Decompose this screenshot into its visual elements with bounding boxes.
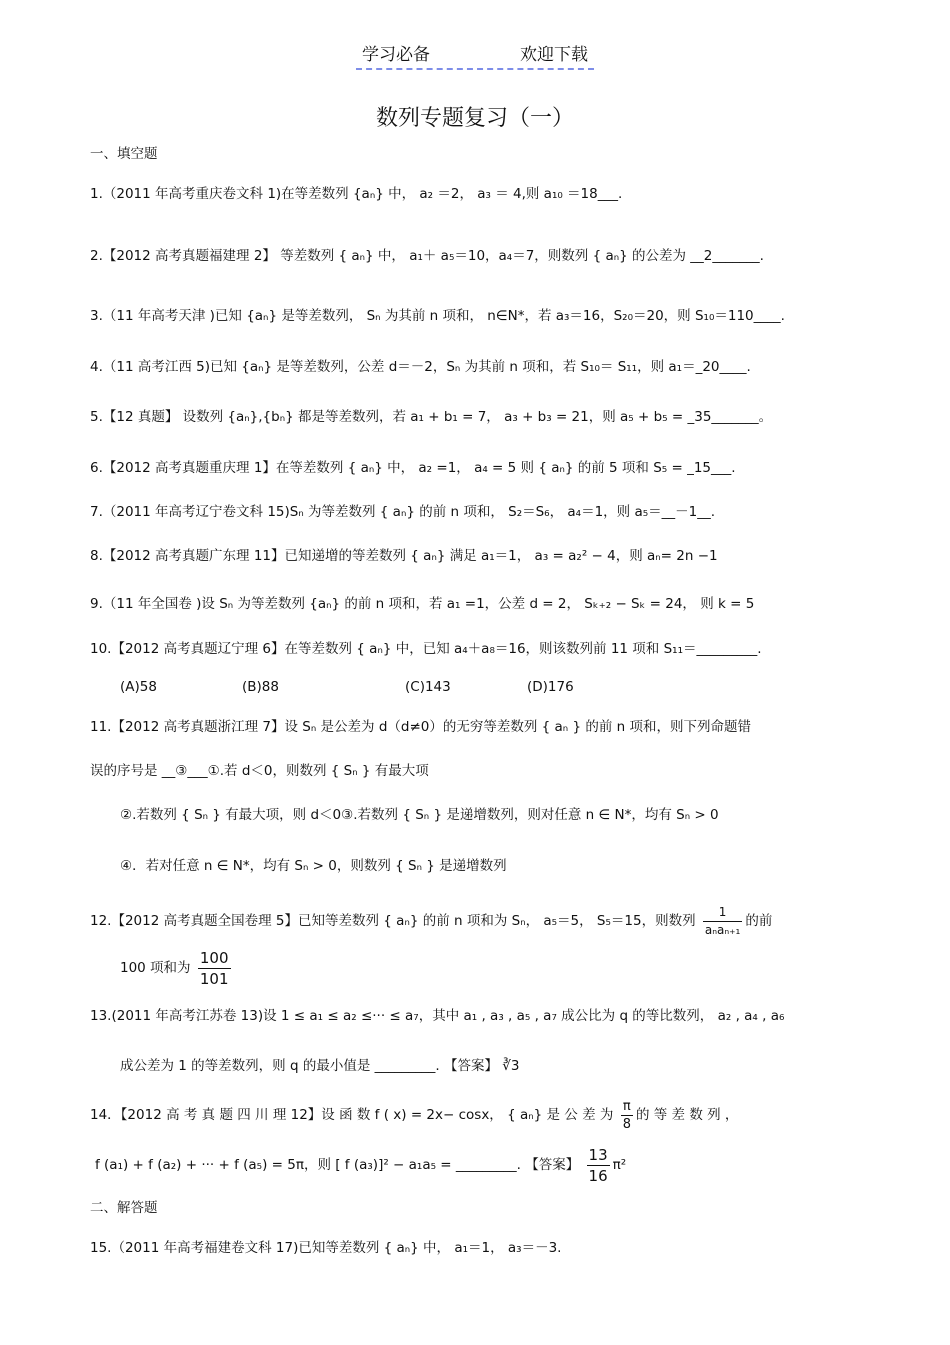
q12-line2-text: 100 项和为 (120, 960, 191, 976)
question-1: 1.（2011 年高考重庆卷文科 1)在等差数列 {aₙ} 中， a₂ ＝2， a₃ ＝ 4,则 a₁₀ ＝18___. (90, 186, 623, 202)
q14-answer-den: 16 (588, 1166, 608, 1185)
header-banner (356, 40, 594, 70)
question-6: 6.【2012 高考真题重庆理 1】在等差数列 { aₙ} 中， a₂ =1， a₄ = 5 则 { aₙ} 的前 5 项和 S₅ = _15___. (90, 460, 736, 476)
question-14-line1 (90, 1094, 738, 1136)
question-5: 5.【12 真题】 设数列 {aₙ},{bₙ} 都是等差数列，若 a₁ + b₁ = 7， a₃ + b₃ = 21，则 a₅ + b₅ = _35_______。 (90, 409, 773, 425)
question-2: 2.【2012 高考真题福建理 2】 等差数列 { aₙ} 中， a₁＋ a₅＝10，a₄＝7，则数列 { aₙ} 的公差为 __2_______. (90, 248, 764, 264)
question-13-line1: 13.(2011 年高考江苏卷 13)设 1 ≤ a₁ ≤ a₂ ≤··· ≤ a₇，其中 a₁ , a₃ , a₅ , a₇ 成公比为 q 的等比数列， a₂ , a₄ , a₆ (90, 1008, 785, 1024)
section-solutions: 二、解答题 (90, 1200, 158, 1216)
question-10-options (120, 677, 574, 697)
question-11-line2: 误的序号是 __③___①.若 d＜0，则数列 { Sₙ } 有最大项 (90, 763, 429, 779)
question-10: 10.【2012 高考真题辽宁理 6】在等差数列 { aₙ} 中，已知 a₄＋a₈＝16，则该数列前 11 项和 S₁₁＝_________. (90, 641, 762, 657)
header-right: 欢迎下载 (520, 45, 588, 65)
q12-frac-den: aₙaₙ₊₁ (704, 922, 741, 937)
question-12-text: 12.【2012 高考真题全国卷理 5】已知等差数列 { aₙ} 的前 n 项和为 Sₙ， a₅＝5， S₅＝15，则数列 (90, 913, 696, 929)
q14-answer-tail: π² (612, 1157, 627, 1173)
page-title: 数列专题复习（一） (375, 106, 574, 131)
option-d: (D)176 (527, 679, 574, 695)
question-15: 15.（2011 年高考福建卷文科 17)已知等差数列 { aₙ} 中， a₁＝1， a₃＝－3. (90, 1240, 562, 1256)
q14-answer-num: 13 (588, 1145, 608, 1164)
q14-frac-num: π (621, 1098, 633, 1116)
q14-frac-den: 8 (622, 1116, 631, 1132)
option-c: (C)143 (405, 679, 451, 695)
q14-fraction (621, 1098, 633, 1133)
question-12-line2 (120, 945, 234, 991)
header-left: 学习必备 (362, 45, 430, 65)
q12-tail: 的前 (745, 913, 773, 929)
question-12-line1 (90, 900, 772, 942)
question-3: 3.（11 年高考天津 )已知 {aₙ} 是等差数列， Sₙ 为其前 n 项和， n∈N*，若 a₃＝16，S₂₀＝20，则 S₁₀＝110____. (90, 308, 785, 324)
q12-fraction (703, 904, 742, 939)
q12-frac-num: 1 (703, 904, 742, 922)
q12-answer-fraction (198, 948, 231, 989)
question-11-line1: 11.【2012 高考真题浙江理 7】设 Sₙ 是公差为 d（d≠0）的无穷等差数列 { aₙ } 的前 n 项和，则下列命题错 (90, 719, 751, 735)
question-11-line4: ④．若对任意 n ∈ N*，均有 Sₙ > 0，则数列 { Sₙ } 是递增数列 (120, 858, 507, 874)
q14-text: 14．【2012 高 考 真 题 四 川 理 12】设 函 数 f ( x) = 2x− cosx， { aₙ} 是 公 差 为 (90, 1107, 614, 1123)
question-9: 9.（11 年全国卷 )设 Sₙ 为等差数列 {aₙ} 的前 n 项和，若 a₁ =1，公差 d = 2， Sₖ₊₂ − Sₖ = 24， 则 k = 5 (90, 596, 755, 612)
question-4: 4.（11 高考江西 5)已知 {aₙ} 是等差数列，公差 d＝－2，Sₙ 为其前 n 项和，若 S₁₀＝ S₁₁，则 a₁＝_20____. (90, 359, 751, 375)
question-11-line3: ②.若数列 { Sₙ } 有最大项，则 d＜0③.若数列 { Sₙ } 是递增数列，则对任意 n ∈ N*，均有 Sₙ > 0 (120, 807, 719, 823)
q14-tail: 的 等 差 数 列 ， (635, 1107, 739, 1123)
q12-answer-den: 101 (199, 969, 229, 988)
q14-answer-fraction (587, 1145, 610, 1186)
page-header (0, 40, 950, 70)
section-fill-in: 一、填空题 (90, 146, 158, 162)
question-7: 7.（2011 年高考辽宁卷文科 15)Sₙ 为等差数列 { aₙ} 的前 n 项和， S₂＝S₆， a₄＝1，则 a₅＝__－1__. (90, 504, 716, 520)
q14-line2-text: f (a₁) + f (a₂) + ··· + f (a₅) = 5π，则 [ f (a₃)]² − a₁a₅ = _________. 【答案】 (95, 1157, 580, 1173)
q12-answer-num: 100 (199, 948, 229, 967)
question-13-line2: 成公差为 1 的等差数列，则 q 的最小值是 _________. 【答案】 ∛3 (120, 1058, 520, 1074)
option-b: (B)88 (242, 679, 279, 695)
option-a: (A)58 (120, 679, 157, 695)
question-8: 8.【2012 高考真题广东理 11】已知递增的等差数列 { aₙ} 满足 a₁＝1， a₃ = a₂² − 4，则 aₙ= 2n −1 (90, 548, 718, 564)
question-14-line2 (95, 1142, 626, 1188)
